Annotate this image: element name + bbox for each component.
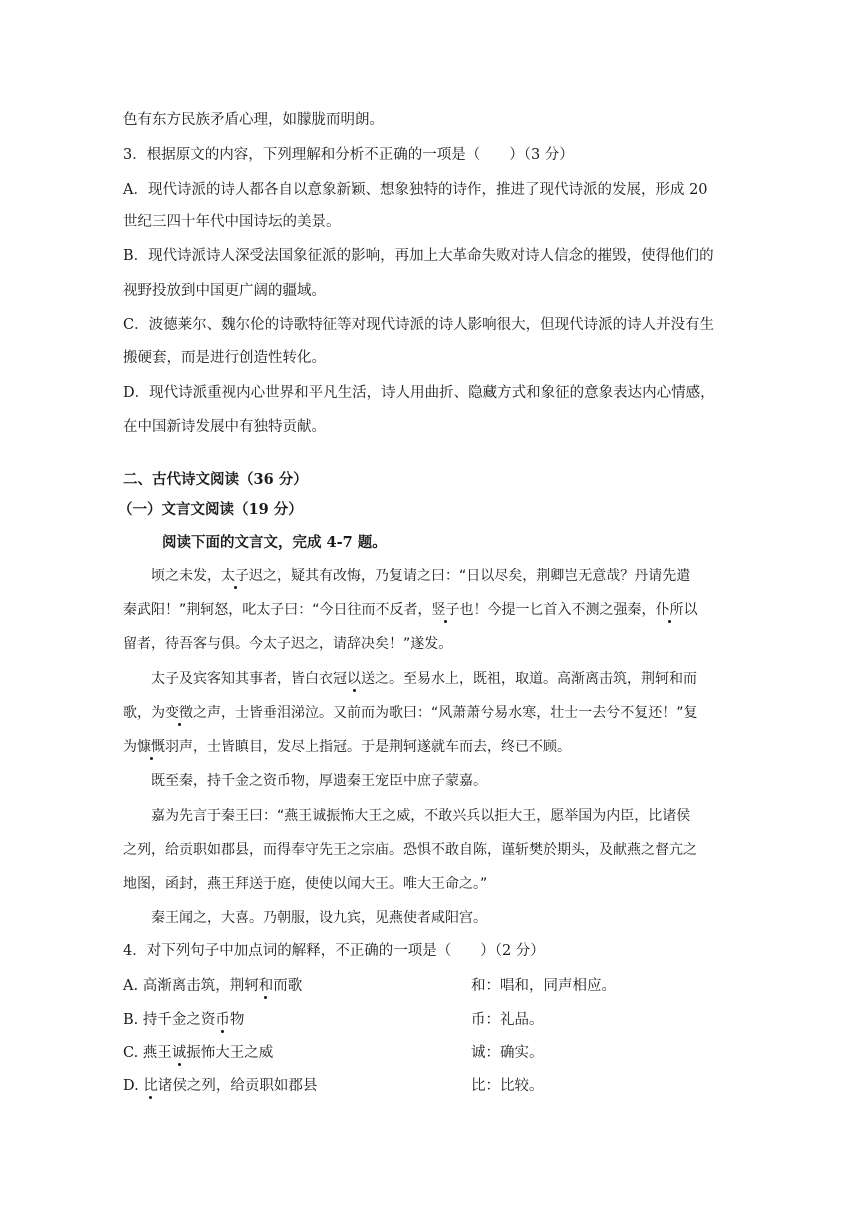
dotted-word: 太子 — [221, 568, 249, 584]
dotted-word: 诚 — [171, 1045, 187, 1061]
question-3-option-a-cont: 世纪三四十年代中国诗坛的美景。 — [123, 214, 341, 230]
option-definition: 币：礼品。 — [471, 1012, 544, 1028]
passage-line: 顷之未发，太子迟之，疑其有改悔，乃复请之曰：“日以尽矣，荆卿岂无意哉？丹请先遣 — [151, 568, 691, 584]
dotted-word: 比 — [143, 1078, 158, 1094]
question-4-option-b: B. 持千金之资币物 币：礼品。 — [123, 1012, 544, 1028]
dotted-word: 慷慨 — [137, 739, 165, 755]
passage-line: 留者，待吾客与俱。今太子迟之，请辞决矣！”遂发。 — [123, 636, 453, 652]
question-3-stem: 3．根据原文的内容，下列理解和分析不正确的一项是（ ）（3 分） — [123, 147, 574, 163]
question-3-option-c-cont: 搬硬套，而是进行创造性转化。 — [123, 350, 326, 366]
option-definition: 比：比较。 — [471, 1078, 544, 1094]
text-line: 色有东方民族矛盾心理，如朦胧而明朗。 — [123, 112, 384, 128]
passage-line: 秦武阳！”荆轲怒，叱太子曰：“今日往而不反者，竖子也！今提一匕首入不测之强秦，仆所以 — [123, 602, 698, 618]
instruction: 阅读下面的文言文，完成 4-7 题。 — [162, 534, 387, 551]
question-3-option-d: D．现代诗派重视内心世界和平凡生活，诗人用曲折、隐藏方式和象征的意象表达内心情感， — [123, 385, 715, 401]
question-4-option-c: C. 燕王诚振怖大王之威 诚：确实。 — [123, 1045, 544, 1061]
question-3-option-c: C．波德莱尔、魏尔伦的诗歌特征等对现代诗派的诗人影响很大，但现代诗派的诗人并没有生 — [123, 317, 715, 333]
option-definition: 诚：确实。 — [471, 1045, 544, 1061]
passage-line: 歌，为变徵之声，士皆垂泪涕泣。又前而为歌曰：“风萧萧兮易水寒，壮士一去兮不复还！”复 — [123, 705, 698, 721]
passage-line: 太子及宾客知其事者，皆白衣冠以送之。至易水上，既祖，取道。高渐离击筑，荆轲和而 — [151, 671, 697, 687]
dotted-word: 竖子 — [431, 602, 460, 618]
dotted-word: 和 — [258, 978, 274, 994]
option-definition: 和：唱和，同声相应。 — [471, 978, 616, 994]
passage-line: 为慷慨羽声，士皆瞋目，发尽上指冠。于是荆轲遂就车而去，终已不顾。 — [123, 739, 571, 755]
question-4-option-a: A. 高渐离击筑，荆轲和而歌 和：唱和，同声相应。 — [123, 978, 616, 994]
section-heading: 二、古代诗文阅读（36 分） — [123, 471, 308, 488]
passage-line: 之列，给贡职如郡县，而得奉守先王之宗庙。恐惧不敢自陈，谨斩樊於期头，及献燕之督亢之 — [123, 842, 697, 858]
question-4-option-d: D. 比诸侯之列，给贡职如郡县 比：比较。 — [123, 1078, 544, 1094]
dotted-word: 币 — [215, 1012, 230, 1028]
question-3-option-d-cont: 在中国新诗发展中有独特贡献。 — [123, 419, 326, 435]
question-3-option-a: A．现代诗派的诗人都各自以意象新颖、想象独特的诗作，推进了现代诗派的发展，形成 20 — [123, 182, 708, 198]
passage-line: 地图，函封，燕王拜送于庭，使使以闻大王。唯大王命之。” — [123, 876, 488, 892]
question-3-option-b: B．现代诗派诗人深受法国象征派的影响，再加上大革命失败对诗人信念的摧毁，使得他们的 — [123, 248, 714, 264]
passage-line: 秦王闻之，大喜。乃朝服，设九宾，见燕使者咸阳宫。 — [151, 910, 487, 926]
passage-line: 既至秦，持千金之资币物，厚遗秦王宠臣中庶子蒙嘉。 — [151, 773, 487, 789]
passage-line: 嘉为先言于秦王曰：“燕王诚振怖大王之威，不敢兴兵以拒大王，愿举国为内臣，比诸侯 — [151, 808, 691, 824]
dotted-word: 仆所 — [655, 602, 684, 618]
dotted-word: 变徵 — [165, 705, 193, 721]
subsection-heading: （一）文言文阅读（19 分） — [118, 501, 303, 518]
question-3-option-b-cont: 视野投放到中国更广阔的疆域。 — [123, 283, 326, 299]
question-4-stem: 4．对下列句子中加点词的解释，不正确的一项是（ ）（2 分） — [123, 943, 545, 959]
dotted-word: 以 — [347, 671, 361, 687]
